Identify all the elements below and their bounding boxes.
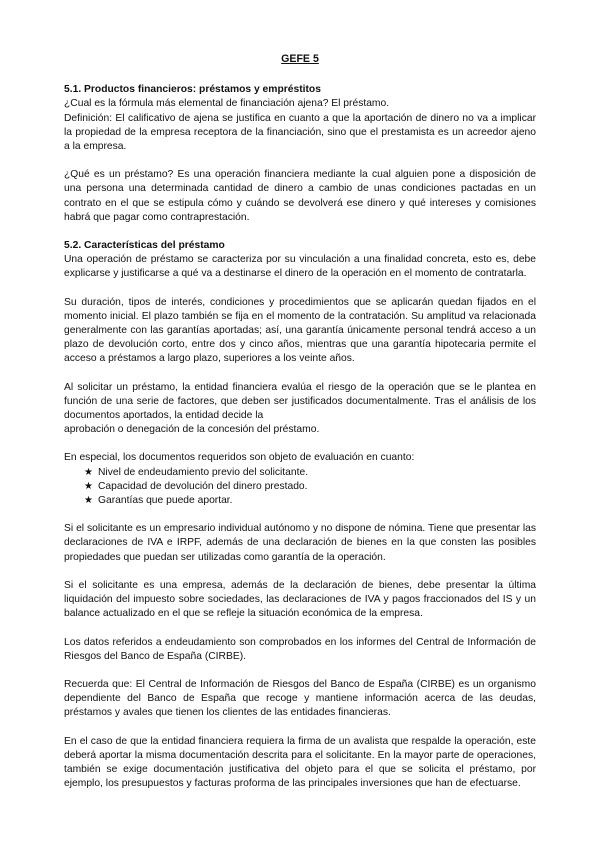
- paragraph: En especial, los documentos requeridos son objeto de evaluación en cuanto:: [64, 452, 415, 464]
- paragraph: Recuerda que: El Central de Información de Riesgos del Banco de España (CIRBE) es un organismo dependiente del Banco de España que recoge y mantiene información acerca de las deudas, préstamos y avales que tienen los clientes de las entidades financieras.: [64, 678, 536, 719]
- criteria-list: [64, 466, 536, 509]
- paragraph: Una operación de préstamo se caracteriza por su vinculación a una finalidad concreta, esto es, debe explicarse y justificarse a qué va a destinarse el dinero de la operación en el momento de contratarla.: [64, 254, 536, 280]
- paragraph: Definición: El calificativo de ajena se justifica en cuanto a que la aportación de dinero no va a implicar la propiedad de la empresa receptora de la financiación, sino que el prestamista es un acreedor ajeno a la empresa.: [64, 112, 536, 153]
- star-icon: ★: [84, 495, 93, 507]
- paragraph: aprobación o denegación de la concesión del préstamo.: [64, 424, 320, 436]
- paragraph: Los datos referidos a endeudamiento son comprobados en los informes del Central de Información de Riesgos del Banco de España (CIRBE).: [64, 636, 536, 662]
- paragraph: En el caso de que la entidad financiera requiera la firma de un avalista que respalde la operación, este deberá aportar la misma documentación descrita para el solicitante. En la mayor parte de operaciones, también se exige documentación justificativa del objeto para el que se solicita el préstamo, por ejemplo, los presupuestos y facturas proforma de las principales inversiones que han de efectuarse.: [64, 735, 536, 790]
- paragraph: Si el solicitante es una empresa, además de la declaración de bienes, debe presentar la última liquidación del impuesto sobre sociedades, las declaraciones de IVA y pagos fraccionados del IS y un balance actualizado en el que se refleje la situación económica de la empresa.: [64, 579, 536, 620]
- paragraph: Su duración, tipos de interés, condiciones y procedimientos que se aplicarán quedan fijados en el momento inicial. El plazo también se fija en el momento de la contratación. Su amplitud va relacionada generalmente con las garantías aportadas; así, una garantía únicamente personal tendrá acceso a un plazo de devolución corto, entre dos y cinco años, mientras que una garantía hipotecaria permite el acceso a préstamos a largo plazo, superiores a los veinte años.: [64, 296, 536, 365]
- page-title: GEFE 5: [281, 53, 319, 65]
- list-item: ★ Capacidad de devolución del dinero prestado.: [84, 480, 536, 494]
- list-item: ★ Garantías que puede aportar.: [84, 494, 536, 508]
- list-item: ★ Nivel de endeudamiento previo del solicitante.: [84, 466, 536, 480]
- section-heading-5-2: 5.2. Características del préstamo: [64, 240, 225, 252]
- star-icon: ★: [84, 480, 93, 492]
- paragraph: Si el solicitante es un empresario individual autónomo y no dispone de nómina. Tiene que presentar las declaraciones de IVA e IRPF, además de una declaración de bienes en la que consten las posibles propiedades que puedan ser utilizadas como garantía de la operación.: [64, 523, 536, 563]
- section-heading-5-1: 5.1. Productos financieros: préstamos y empréstitos: [64, 84, 321, 96]
- star-icon: ★: [84, 466, 93, 478]
- paragraph: ¿Qué es un préstamo? Es una operación financiera mediante la cual alguien pone a disposición de una persona una determinada cantidad de dinero a cambio de unas condiciones pactadas en un contrato en el que se estipula cómo y cuándo se devolverá ese dinero y qué intereses y comisiones habrá que pagar como contraprestación.: [64, 169, 536, 223]
- paragraph: Al solicitar un préstamo, la entidad financiera evalúa el riesgo de la operación que se le plantea en función de una serie de factores, que deben ser justificados documentalmente. Tras el análisis de los documentos aportados, la entidad decide la: [64, 381, 536, 422]
- paragraph: ¿Cual es la fórmula más elemental de financiación ajena? El préstamo.: [64, 98, 390, 110]
